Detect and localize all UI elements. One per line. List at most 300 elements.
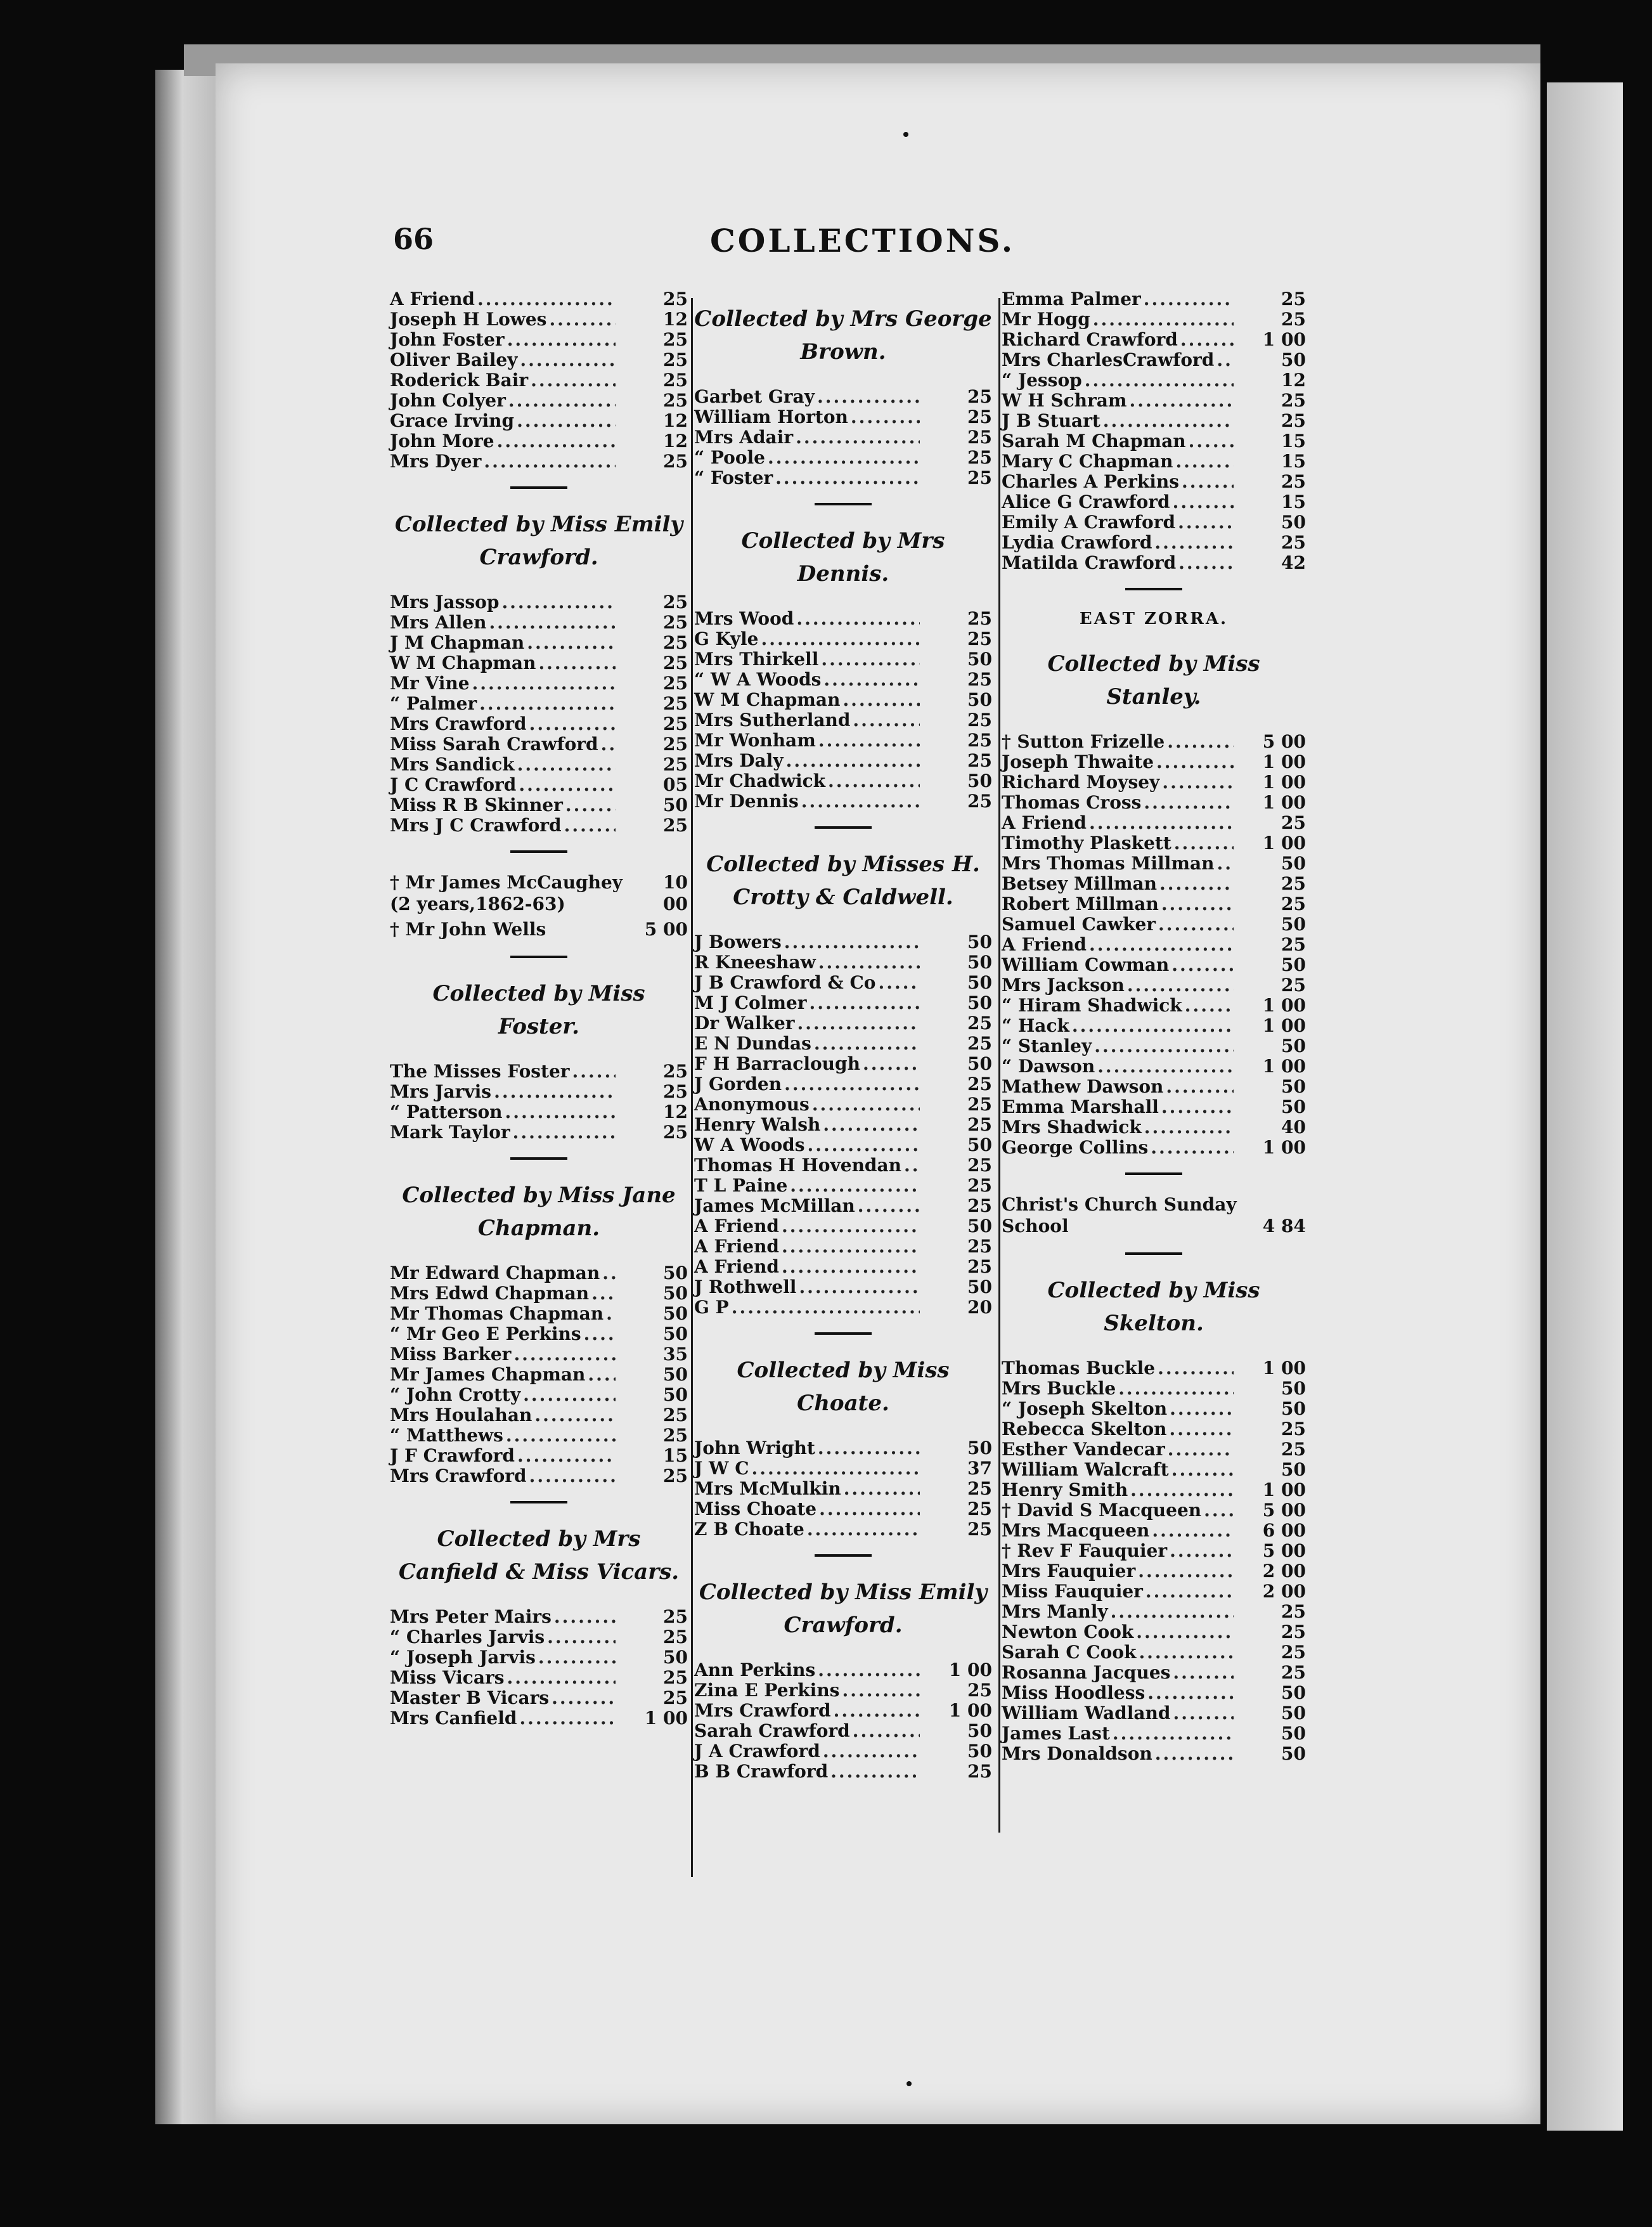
list-item: [1002, 853, 1306, 873]
leader-dots: [823, 1741, 920, 1762]
leader-dots: [1154, 532, 1234, 553]
entry-amount: 25: [663, 713, 688, 734]
entry-amount: 50: [1281, 1743, 1306, 1764]
list-item: [694, 1720, 992, 1741]
entry-amount: 1 00: [1262, 751, 1306, 772]
entry-amount: 25: [967, 608, 992, 629]
list-item: [694, 1761, 992, 1781]
list-item: [1002, 491, 1306, 512]
entry-amount: 2 00: [1262, 1581, 1306, 1602]
entry-name: “ Foster: [694, 467, 773, 488]
list-item: [1002, 1419, 1306, 1439]
leader-dots: [529, 713, 616, 734]
list-item: [1002, 1723, 1306, 1743]
leader-dots: [601, 734, 616, 755]
entry-list: [1002, 1358, 1306, 1763]
special-entry: [390, 872, 688, 915]
entry-amount: 25: [663, 349, 688, 370]
entry-name: Mrs Edwd Chapman: [390, 1283, 590, 1304]
list-item: [694, 1216, 992, 1236]
entry-amount: 25: [967, 1033, 992, 1054]
list-item: [390, 612, 688, 632]
entry-amount: 25: [1281, 975, 1306, 996]
entry-name: Mrs Daly: [694, 750, 784, 771]
entry-name: Mrs Peter Mairs: [390, 1606, 552, 1627]
entry-name: Emma Palmer: [1002, 289, 1141, 309]
entry-name: Thomas Buckle: [1002, 1358, 1156, 1379]
list-item: [390, 1647, 688, 1667]
leader-dots: [732, 1297, 920, 1318]
entry-amount: 25: [967, 750, 992, 771]
entry-name: W H Schram: [1002, 390, 1127, 411]
entry-name: Mary C Chapman: [1002, 451, 1173, 472]
entry-name: Lydia Crawford: [1002, 532, 1152, 553]
entry-amount: 25: [967, 1074, 992, 1094]
leader-dots: [1144, 1117, 1234, 1138]
entry-amount: 25: [1281, 1662, 1306, 1683]
leader-dots: [853, 710, 920, 730]
entry-name: The Misses Foster: [390, 1061, 570, 1082]
entry-name: Miss Hoodless: [1002, 1682, 1145, 1703]
list-item: [390, 1687, 688, 1708]
leader-dots: [1127, 975, 1234, 996]
entry-name: Mrs Jackson: [1002, 975, 1125, 996]
leader-dots: [519, 1708, 616, 1729]
entry-name: “ Stanley: [1002, 1036, 1092, 1056]
leader-dots: [520, 349, 616, 370]
leader-dots: [1097, 1056, 1234, 1077]
entry-name: Mr Thomas Chapman: [390, 1303, 604, 1324]
list-item: [694, 608, 992, 628]
entry-name: Mrs Donaldson: [1002, 1743, 1152, 1764]
page-title: COLLECTIONS.: [710, 222, 1016, 259]
entry-name: Emily A Crawford: [1002, 512, 1176, 533]
list-item: [1002, 1581, 1306, 1601]
entry-name: Mrs Adair: [694, 427, 794, 448]
leader-dots: [523, 1384, 616, 1405]
entry-name: Miss Vicars: [390, 1667, 505, 1688]
entry-amount: 25: [967, 1498, 992, 1519]
entry-name: John Wright: [694, 1438, 815, 1458]
leader-dots: [1189, 431, 1234, 451]
list-item: [694, 427, 992, 447]
entry-amount: 25: [1281, 1419, 1306, 1439]
leader-dots: [807, 1519, 920, 1540]
entry-name: Mrs Crawford: [694, 1700, 831, 1721]
leader-dots: [507, 1667, 616, 1688]
leader-dots: [501, 592, 616, 613]
entry-name: Mrs Fauquier: [1002, 1561, 1136, 1581]
leader-dots: [472, 673, 616, 694]
list-item: [1002, 731, 1306, 751]
entry-amount: 50: [967, 1216, 992, 1237]
list-item: [1002, 349, 1306, 370]
column-3: [1002, 289, 1306, 1763]
entry-name: John Colyer: [390, 390, 506, 411]
list-item: [1002, 975, 1306, 995]
entry-amount: 1 00: [1262, 1358, 1306, 1379]
list-item: [694, 649, 992, 669]
print-speck: [907, 2081, 912, 2086]
list-item: [1002, 1015, 1306, 1036]
leader-dots: [1156, 751, 1234, 772]
list-item: [1002, 1479, 1306, 1500]
entry-amount: 1 00: [1262, 1015, 1306, 1036]
entry-list: [1002, 289, 1306, 573]
entry-name: Richard Moysey: [1002, 772, 1160, 793]
entry-amount: 50: [967, 649, 992, 670]
leader-dots: [538, 653, 616, 673]
entry-amount: 25: [663, 754, 688, 775]
list-item: [694, 1297, 992, 1317]
entry-amount: 25: [663, 612, 688, 633]
entry-amount: 25: [1281, 1621, 1306, 1642]
page-number: 66: [393, 222, 434, 256]
column-rule-2: [998, 298, 1000, 1833]
list-item: [1002, 772, 1306, 792]
leader-dots: [782, 1256, 920, 1277]
list-item: [390, 1323, 688, 1344]
entry-list: [390, 592, 688, 835]
entry-amount: 50: [663, 1323, 688, 1344]
list-item: [390, 349, 688, 370]
entry-name: † Rev F Fauquier: [1002, 1540, 1168, 1561]
entry-amount: 25: [967, 1256, 992, 1277]
entry-amount: 1 00: [1262, 772, 1306, 793]
list-item: [694, 952, 992, 972]
leader-dots: [1216, 853, 1234, 874]
list-item: [1002, 833, 1306, 853]
list-item: [1002, 1703, 1306, 1723]
entry-name: Anonymous: [694, 1094, 810, 1115]
entry-amount: 25: [1281, 390, 1306, 411]
section-heading: Collected by Miss Choate.: [737, 1358, 950, 1416]
entry-amount: 25: [1281, 410, 1306, 431]
entry-name: “ Palmer: [390, 693, 477, 714]
list-item: [390, 1445, 688, 1465]
special-entry: [1002, 1194, 1306, 1237]
leader-dots: [547, 1626, 616, 1647]
leader-dots: [853, 1720, 920, 1741]
list-item: [694, 750, 992, 770]
entry-name: Master B Vicars: [390, 1687, 550, 1708]
leader-dots: [507, 329, 616, 350]
leader-dots: [477, 289, 616, 309]
list-item: [390, 329, 688, 349]
entry-amount: 25: [663, 370, 688, 391]
entry-name: “ Charles Jarvis: [390, 1626, 545, 1647]
list-item: [1002, 1601, 1306, 1621]
entry-list: [390, 1606, 688, 1728]
entry-amount: 50: [967, 1053, 992, 1074]
entry-name: Miss Choate: [694, 1498, 817, 1519]
section-heading: Collected by Miss Foster.: [432, 981, 645, 1039]
entry-amount: 50: [1281, 1398, 1306, 1419]
leader-dots: [782, 1216, 920, 1237]
entry-name: Richard Crawford: [1002, 329, 1178, 350]
entry-amount: 25: [1281, 309, 1306, 330]
list-item: [1002, 1561, 1306, 1581]
entry-name: F H Barraclough: [694, 1053, 860, 1074]
list-item: [1002, 751, 1306, 772]
list-item: [1002, 1743, 1306, 1763]
entry-amount: 50: [967, 1276, 992, 1297]
entry-list: [694, 608, 992, 811]
entry-name: J C Crawford: [390, 774, 517, 795]
list-item: [390, 1708, 688, 1728]
leader-dots: [823, 1114, 920, 1135]
leader-dots: [1161, 1096, 1234, 1117]
entry-name: E N Dundas: [694, 1033, 811, 1054]
leader-dots: [1118, 1378, 1234, 1399]
entry-amount: 1 00: [1262, 995, 1306, 1016]
entry-name: Mrs Canfield: [390, 1708, 517, 1729]
entry-name: Mrs Manly: [1002, 1601, 1108, 1622]
entry-name: “ Mr Geo E Perkins: [390, 1323, 581, 1344]
entry-amount: 2 00: [1262, 1561, 1306, 1581]
entry-amount: 25: [663, 1425, 688, 1446]
leader-dots: [1173, 491, 1234, 512]
list-item: [390, 1344, 688, 1364]
leader-dots: [823, 669, 920, 690]
list-item: [694, 1175, 992, 1195]
entry-name: Mrs Jassop: [390, 592, 500, 613]
entry-name: Mr Wonham: [694, 730, 816, 751]
entry-name: Thomas H Hovendan: [694, 1155, 902, 1176]
leader-dots: [790, 1175, 920, 1196]
list-item: [390, 815, 688, 835]
list-item: [390, 693, 688, 713]
entry-amount: 50: [967, 1741, 992, 1762]
leader-dots: [796, 427, 920, 448]
leader-dots: [858, 1195, 920, 1216]
section-heading: Collected by Miss Emily Crawford.: [394, 512, 683, 570]
leader-dots: [484, 451, 616, 472]
entry-amount: 50: [1281, 1096, 1306, 1117]
list-item: [1002, 1621, 1306, 1642]
entry-name: R Kneeshaw: [694, 952, 816, 973]
entry-name: Mrs Thomas Millman: [1002, 853, 1215, 874]
list-item: [390, 632, 688, 653]
leader-dots: [878, 972, 920, 993]
list-item: [694, 1074, 992, 1094]
list-item: [390, 410, 688, 431]
list-item: [1002, 390, 1306, 410]
entry-name: Mrs J C Crawford: [390, 815, 562, 836]
list-item: [390, 309, 688, 329]
list-item: [1002, 1117, 1306, 1137]
leader-dots: [513, 1122, 616, 1143]
entry-amount: 25: [663, 1687, 688, 1708]
leader-dots: [808, 1134, 920, 1155]
entry-amount: 25: [967, 628, 992, 649]
list-item: [390, 1283, 688, 1303]
entry-amount: 25: [967, 1478, 992, 1499]
leader-dots: [1178, 552, 1234, 573]
entry-name: George Collins: [1002, 1137, 1149, 1158]
entry-name: Esther Vandecar: [1002, 1439, 1165, 1460]
section-heading: Collected by Mrs Dennis.: [741, 528, 945, 587]
leader-dots: [842, 689, 920, 710]
entry-name: Garbet Gray: [694, 386, 815, 407]
entry-name: Rosanna Jacques: [1002, 1662, 1171, 1683]
leader-dots: [1085, 370, 1234, 391]
list-item: [694, 932, 992, 952]
list-item: [1002, 1459, 1306, 1479]
entry-amount: 25: [663, 1606, 688, 1627]
leader-dots: [784, 1074, 920, 1094]
leader-dots: [1138, 1561, 1234, 1581]
leader-dots: [863, 1053, 920, 1074]
leader-dots: [552, 1687, 616, 1708]
entry-amount: 50: [663, 795, 688, 815]
entry-amount: 50: [967, 992, 992, 1013]
leader-dots: [565, 795, 616, 815]
entry-name: Miss Fauquier: [1002, 1581, 1143, 1602]
leader-dots: [1136, 1621, 1234, 1642]
leader-dots: [513, 1344, 616, 1365]
entry-name: “ Jessop: [1002, 370, 1082, 391]
leader-dots: [1167, 731, 1234, 752]
section-divider: [510, 486, 567, 489]
entry-amount: 6 00: [1262, 1520, 1306, 1541]
list-item: [1002, 431, 1306, 451]
list-item: [1002, 1358, 1306, 1378]
list-item: [1002, 934, 1306, 954]
list-item: [694, 1053, 992, 1074]
leader-dots: [1147, 1682, 1234, 1703]
list-item: [694, 1741, 992, 1761]
leader-dots: [1162, 772, 1234, 793]
entry-amount: 50: [967, 770, 992, 791]
entry-name: John Foster: [390, 329, 505, 350]
entry-name: “ Matthews: [390, 1425, 503, 1446]
list-item: [1002, 512, 1306, 532]
entry-name: Mrs Houlahan: [390, 1405, 532, 1425]
list-item: [390, 390, 688, 410]
leader-dots: [799, 1276, 920, 1297]
entry-name: A Friend: [694, 1216, 779, 1237]
entry-name: Timothy Plaskett: [1002, 833, 1171, 854]
list-item: [694, 730, 992, 750]
district-heading: EAST ZORRA.: [1079, 609, 1229, 628]
entry-amount: 25: [1281, 532, 1306, 553]
special-entry-name: † Mr James McCaughey (2 years,1862-63): [390, 872, 623, 914]
entry-amount: 50: [663, 1384, 688, 1405]
list-item: [1002, 1500, 1306, 1520]
list-item: [390, 1405, 688, 1425]
list-item: [1002, 1056, 1306, 1076]
entry-amount: 37: [967, 1458, 992, 1479]
entry-amount: 25: [967, 1761, 992, 1782]
list-item: [694, 406, 992, 427]
list-item: [390, 774, 688, 795]
entry-name: † Sutton Frizelle: [1002, 731, 1165, 752]
entry-list: [694, 386, 992, 488]
entry-name: Mr Vine: [390, 673, 470, 694]
entry-amount: 25: [967, 1519, 992, 1540]
entry-amount: 1 00: [1262, 1056, 1306, 1077]
list-item: [694, 1013, 992, 1033]
entry-amount: 25: [663, 1405, 688, 1425]
leader-dots: [1161, 893, 1234, 914]
entry-name: J F Crawford: [390, 1445, 515, 1466]
entry-amount: 1 00: [948, 1700, 992, 1721]
entry-amount: 25: [967, 1236, 992, 1257]
list-item: [694, 1195, 992, 1216]
list-item: [1002, 1642, 1306, 1662]
leader-dots: [497, 431, 616, 451]
entry-list: [694, 1659, 992, 1781]
entry-amount: 50: [663, 1303, 688, 1324]
entry-amount: 50: [663, 1263, 688, 1283]
leader-dots: [588, 1364, 616, 1385]
entry-name: J B Stuart: [1002, 410, 1100, 431]
leader-dots: [1072, 1015, 1234, 1036]
entry-amount: 25: [967, 447, 992, 468]
entry-amount: 1 00: [1262, 792, 1306, 813]
entry-amount: 50: [967, 932, 992, 952]
entry-amount: 25: [967, 427, 992, 448]
entry-amount: 25: [1281, 893, 1306, 914]
list-item: [694, 447, 992, 467]
entry-amount: 25: [663, 1061, 688, 1082]
list-item: [694, 1519, 992, 1539]
leader-dots: [1166, 1076, 1234, 1097]
list-item: [390, 1303, 688, 1323]
entry-amount: 50: [1281, 914, 1306, 935]
column-1: [390, 289, 688, 1728]
running-head: [393, 222, 1312, 266]
list-item: [694, 1700, 992, 1720]
entry-amount: 25: [1281, 471, 1306, 492]
leader-dots: [1139, 1642, 1234, 1663]
entry-name: “ Poole: [694, 447, 765, 468]
entry-amount: 25: [663, 734, 688, 755]
list-item: [1002, 471, 1306, 491]
entry-name: J W C: [694, 1458, 749, 1479]
entry-name: M J Colmer: [694, 992, 807, 1013]
list-item: [1002, 329, 1306, 349]
leader-dots: [818, 952, 920, 973]
entry-name: Mrs Shadwick: [1002, 1117, 1142, 1138]
list-item: [1002, 289, 1306, 309]
list-item: [390, 370, 688, 390]
special-entry-amount: 10 00: [663, 872, 688, 914]
list-item: [694, 628, 992, 649]
leader-dots: [517, 1445, 616, 1466]
list-item: [694, 791, 992, 811]
list-item: [1002, 410, 1306, 431]
print-speck: [903, 132, 908, 137]
list-item: [390, 653, 688, 673]
entry-name: Miss Barker: [390, 1344, 512, 1365]
list-item: [1002, 1378, 1306, 1398]
list-item: [1002, 1096, 1306, 1117]
entry-name: Mr Hogg: [1002, 309, 1090, 330]
entry-name: Sarah M Chapman: [1002, 431, 1186, 451]
section-divider: [815, 826, 872, 829]
leader-dots: [817, 386, 920, 407]
list-item: [694, 1155, 992, 1175]
list-item: [390, 592, 688, 612]
entry-amount: 25: [663, 289, 688, 309]
entry-amount: 15: [1281, 431, 1306, 451]
entry-amount: 25: [967, 1114, 992, 1135]
next-page-edge: [1547, 82, 1623, 2131]
entry-name: Mr Edward Chapman: [390, 1263, 600, 1283]
section-heading: Collected by Miss Jane Chapman.: [402, 1183, 676, 1241]
